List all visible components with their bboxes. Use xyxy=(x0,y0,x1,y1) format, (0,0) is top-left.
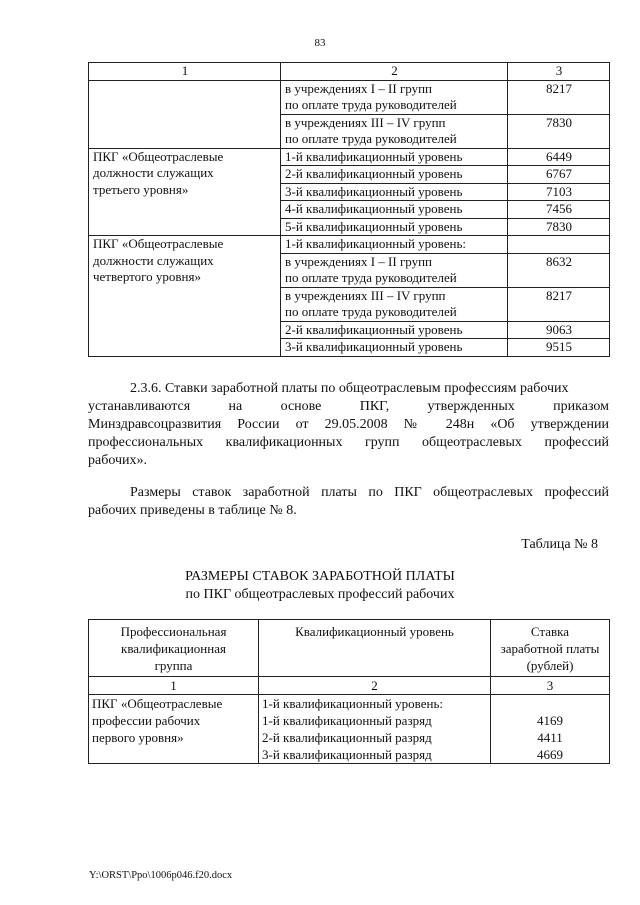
value-cell: 7456 xyxy=(508,201,610,219)
table-8 xyxy=(88,619,610,764)
header-cell: 3 xyxy=(491,677,610,695)
value-cell: 6767 xyxy=(508,166,610,184)
group-cell-4: ПКГ «Общеотраслевые должности служащих четвертого уровня» xyxy=(89,236,281,357)
table-row xyxy=(89,695,610,764)
table-title: РАЗМЕРЫ СТАВОК ЗАРАБОТНОЙ ПЛАТЫ по ПКГ общеотраслевых профессий рабочих xyxy=(185,569,455,602)
table-header-row xyxy=(89,63,610,81)
level-cell: в учреждениях III – IV групп по оплате труда руководителей xyxy=(281,114,508,148)
paragraph-table-ref: Размеры ставок заработной платы по ПКГ общеотраслевых профессий рабочих приведены в таблице № 8. xyxy=(88,485,609,518)
level-cell: 1-й квалификационный уровень: xyxy=(281,236,508,254)
page-number: 83 xyxy=(314,37,326,49)
header-cell: 1 xyxy=(89,677,259,695)
value-cell-empty xyxy=(508,236,610,254)
table-7-continuation xyxy=(88,62,610,357)
group-cell: ПКГ «Общеотраслевые профессии рабочих первого уровня» xyxy=(89,695,259,764)
value-cell: 7830 xyxy=(508,114,610,148)
footer-file-path: Y:\ORST\Ppo\1006p046.f20.docx xyxy=(89,870,233,881)
table-row xyxy=(89,80,610,114)
header-cell: 3 xyxy=(508,63,610,81)
header-cell-level: Квалификационный уровень xyxy=(259,620,491,677)
column-number-row xyxy=(89,677,610,695)
header-cell: 2 xyxy=(259,677,491,695)
group-cell-3: ПКГ «Общеотраслевые должности служащих третьего уровня» xyxy=(89,148,281,236)
value-cell: 4169 4411 4669 xyxy=(491,695,610,764)
level-cell: 3-й квалификационный уровень xyxy=(281,183,508,201)
level-cell: в учреждениях I – II групп по оплате труда руководителей xyxy=(281,80,508,114)
level-cell: в учреждениях I – II групп по оплате труда руководителей xyxy=(281,253,508,287)
level-cell: в учреждениях III – IV групп по оплате труда руководителей xyxy=(281,287,508,321)
level-cell: 2-й квалификационный уровень xyxy=(281,321,508,339)
header-cell: 1 xyxy=(89,63,281,81)
header-cell: 2 xyxy=(281,63,508,81)
value-cell: 7830 xyxy=(508,218,610,236)
level-cell: 5-й квалификационный уровень xyxy=(281,218,508,236)
level-cell: 3-й квалификационный уровень xyxy=(281,339,508,357)
group-cell-empty xyxy=(89,80,281,148)
value-cell: 6449 xyxy=(508,148,610,166)
header-cell-rate: Ставка заработной платы (рублей) xyxy=(491,620,610,677)
level-cell: 1-й квалификационный уровень xyxy=(281,148,508,166)
paragraph-2-3-6: 2.3.6. Ставки заработной платы по общеотраслевым профессиям рабочих устанавливаются на основе ПКГ, утвержденных приказом Минздравсоцразвития России от 29.05.2008 № 248н «Об утверждении профессиональных квалификационных групп общеотраслевых профессий рабочих». xyxy=(88,381,609,468)
table-row xyxy=(89,148,610,166)
value-cell: 7103 xyxy=(508,183,610,201)
table-number-label: Таблица № 8 xyxy=(521,537,598,552)
value-cell: 8217 xyxy=(508,80,610,114)
level-cell: 4-й квалификационный уровень xyxy=(281,201,508,219)
header-cell-group: Профессиональная квалификационная группа xyxy=(89,620,259,677)
value-cell: 8217 xyxy=(508,287,610,321)
level-cell: 1-й квалификационный уровень: 1-й квалификационный разряд 2-й квалификационный разряд 3-й квалификационный разряд xyxy=(259,695,491,764)
table-header-row xyxy=(89,620,610,677)
value-cell: 9063 xyxy=(508,321,610,339)
value-cell: 8632 xyxy=(508,253,610,287)
level-cell: 2-й квалификационный уровень xyxy=(281,166,508,184)
value-cell: 9515 xyxy=(508,339,610,357)
table-row xyxy=(89,236,610,254)
